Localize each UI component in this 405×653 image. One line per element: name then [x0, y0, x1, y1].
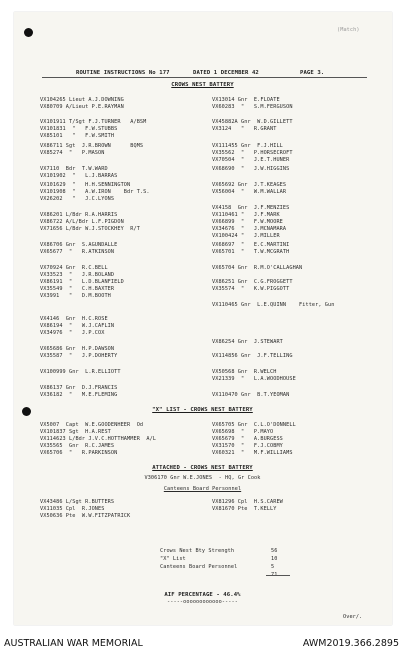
roster-entry-right: VX65679 " A.BURGESS — [212, 436, 283, 442]
roster-entry-left: VX35587 " J.P.DOHERTY — [40, 353, 118, 359]
roster-entry-right: VX35562 " P.HORSECROFT — [212, 150, 293, 156]
roster-entry-right: VX110461 " J.F.MARK — [212, 212, 280, 218]
roster-entry-right: VX50568 Gnr R.WELCH — [212, 369, 277, 375]
roster-entry-right: VX65692 Gnr J.T.KEAGES — [212, 182, 287, 188]
roster-entry-right: VX110470 Gnr B.T.YEOMAN — [212, 392, 290, 398]
roster-entry-left: VX50636 Pte W.W.FITZPATRICK — [40, 513, 131, 519]
totals-rule — [266, 575, 290, 576]
roster-entry-right: VX114856 Gnr J.F.TELLING — [212, 353, 293, 359]
roster-entry-left: VX71656 L/Bdr W.J.STOCKHEY R/T — [40, 226, 140, 232]
total-value: 56 — [271, 548, 278, 554]
header-mid: DATED 1 DECEMBER 42 — [193, 70, 259, 76]
roster-entry-right: VX70504 " J.E.T.HUNER — [212, 157, 290, 163]
roster-entry-right: VX65705 Gnr C.L.O'DONNELL — [212, 422, 296, 428]
roster-entry-left: VX85274 " P.MASON — [40, 150, 105, 156]
roster-entry-left: VX101908 " A.W.IRON Bdr T.S. — [40, 189, 150, 195]
footer-bar — [0, 627, 405, 653]
punch-hole — [24, 28, 33, 37]
roster-entry-left: VX101911 T/Sgt F.J.TURNER A/BSM — [40, 119, 147, 125]
total-label: Canteens Board Personnel — [160, 564, 238, 570]
roster-entry-left: VX100999 Gnr L.R.ELLIOTT — [40, 369, 121, 375]
canteen-title: Canteens Board Personnel — [163, 486, 242, 492]
roster-entry-left: VX35565 Gnr R.C.JAMES — [40, 443, 115, 449]
roster-entry-left: VX26202 " J.C.LYONS — [40, 196, 115, 202]
roster-entry-right: VX34676 " J.MCNAMARA — [212, 226, 287, 232]
roster-entry-right: VX60283 " S.M.FERGUSON — [212, 104, 293, 110]
roster-entry-left: VX7110 Bdr T.W.WARD — [40, 166, 108, 172]
roster-entry-right: VX60321 " M.F.WILLIAMS — [212, 450, 293, 456]
total-value: 10 — [271, 556, 278, 562]
roster-entry-right: VX65698 " P.MAYO — [212, 429, 274, 435]
roster-entry-right: VX13014 Gnr E.FLOATE — [212, 97, 280, 103]
roster-entry-left: VX86194 " W.J.CAFLIN — [40, 323, 115, 329]
roster-entry-left: VX86201 L/Bdr R.A.HARRIS — [40, 212, 118, 218]
roster-entry-left: VX86706 Gnr S.AGUNDALLE — [40, 242, 118, 248]
roster-entry-right: VX3124 " R.GRANT — [212, 126, 277, 132]
section-title: CROWS NEST BATTERY — [171, 82, 234, 88]
roster-entry-left: VX3991 " D.M.BOOTH — [40, 293, 111, 299]
roster-entry-left: VX85101 " F.W.SMITH — [40, 133, 115, 139]
roster-entry-left: VX104265 Lieut A.J.DOWNING — [40, 97, 124, 103]
roster-entry-left: VX11035 Cpl R.JONES — [40, 506, 105, 512]
footer-accession: AWM2019.366.2895 — [302, 638, 399, 649]
roster-entry-right: VX110465 Gnr L.E.QUINN Fitter, Gun — [212, 302, 335, 308]
roster-entry-right: VX81670 Pte T.KELLY — [212, 506, 277, 512]
roster-entry-left: VX86711 Sgt J.R.BROWN BQMS — [40, 143, 144, 149]
roster-entry-left: VX36182 " M.E.FLEMING — [40, 392, 118, 398]
roster-entry-right: VX21339 " L.A.WOODHOUSE — [212, 376, 296, 382]
x-list-title: "X" LIST - CROWS NEST BATTERY — [152, 407, 253, 413]
roster-entry-left: VX86191 " L.D.BLANFIELD — [40, 279, 124, 285]
roster-entry-right: VX56004 " W.M.WALLAR — [212, 189, 287, 195]
roster-entry-left: VX101902 " L.J.BARRAS — [40, 173, 118, 179]
roster-entry-right: VX68690 " J.W.HIGGINS — [212, 166, 290, 172]
roster-entry-right: VX86254 Gnr J.STEWART — [212, 339, 283, 345]
roster-entry-right: VX81296 Cpl H.S.CAREW — [212, 499, 283, 505]
corner-note: (Match) — [337, 27, 360, 33]
total-label: Crows Nest Bty Strength — [160, 548, 235, 554]
attached-title: ATTACHED - CROWS NEST BATTERY — [152, 465, 253, 471]
end-rule-stars: -----oooooooooooo----- — [167, 599, 238, 605]
footer-institution: AUSTRALIAN WAR MEMORIAL — [4, 638, 143, 649]
roster-entry-right: VX35574 " K.W.PIGGOTT — [212, 286, 290, 292]
roster-entry-left: VX34976 " J.P.COX — [40, 330, 105, 336]
roster-entry-right: VX68697 " E.C.MARTINI — [212, 242, 290, 248]
roster-entry-left: VX101629 " H.H.SENNINGTON — [40, 182, 131, 188]
roster-entry-left: VX86137 Gnr D.J.FRANCIS — [40, 385, 118, 391]
roster-entry-left: VX65706 " R.PARKINSON — [40, 450, 118, 456]
header-left: ROUTINE INSTRUCTIONS No 177 — [76, 70, 170, 76]
over-note: Over/. — [343, 614, 363, 620]
roster-entry-left: VX114623 L/Bdr J.V.C.HOTTHAMMER A/L — [40, 436, 157, 442]
roster-entry-left: VX101837 Sgt H.A.REST — [40, 429, 111, 435]
roster-entry-right: VX100424 " J.MILLER — [212, 233, 280, 239]
roster-entry-right: VX86251 Gnr C.G.FROGGETT — [212, 279, 293, 285]
roster-entry-right: VX45882A Gnr W.D.GILLETT — [212, 119, 293, 125]
roster-entry-left: VX65677 " R.ATKINSON — [40, 249, 115, 255]
roster-entry-right: VX66899 " F.W.MOORE — [212, 219, 283, 225]
roster-entry-left: VX86722 A/L/Bdr L.F.PIGDON — [40, 219, 124, 225]
roster-entry-left: VX35549 " C.H.BAXTER — [40, 286, 115, 292]
total-value: 5 — [271, 564, 275, 570]
roster-entry-right: VX65704 Gnr R.M.O'CALLAGHAN — [212, 265, 303, 271]
header-rule — [42, 77, 367, 78]
roster-entry-left: VX43486 L/Sgt R.BUTTERS — [40, 499, 115, 505]
attached-line: V306170 Gnr W.E.JONES - HQ, Gr Cook — [144, 475, 261, 481]
roster-entry-left: VX5007 Capt W.E.GOODENHEER Od — [40, 422, 144, 428]
roster-entry-right: VX111455 Gnr F.J.HILL — [212, 143, 283, 149]
roster-entry-left: VX4146 Gnr H.C.ROSE — [40, 316, 108, 322]
roster-entry-left: VX70924 Gnr R.C.BELL — [40, 265, 108, 271]
roster-entry-right: VX65701 " T.W.MCGRATH — [212, 249, 290, 255]
roster-entry-left: VX80709 A/Lieut P.E.RAYMAN — [40, 104, 124, 110]
header-right: PAGE 3. — [300, 70, 325, 76]
roster-entry-left: VX65686 Gnr H.P.DAWSON — [40, 346, 115, 352]
roster-entry-right: VX4158 Gnr J.F.MENZIES — [212, 205, 290, 211]
total-label: "X" List — [160, 556, 186, 562]
roster-entry-left: VX101831 " F.W.STUBBS — [40, 126, 118, 132]
aif-percentage: AIF PERCENTAGE - 46.4% — [164, 592, 241, 598]
roster-entry-right: VX31570 " F.J.COBMY — [212, 443, 283, 449]
roster-entry-left: VX33523 " J.R.BOLAND — [40, 272, 115, 278]
